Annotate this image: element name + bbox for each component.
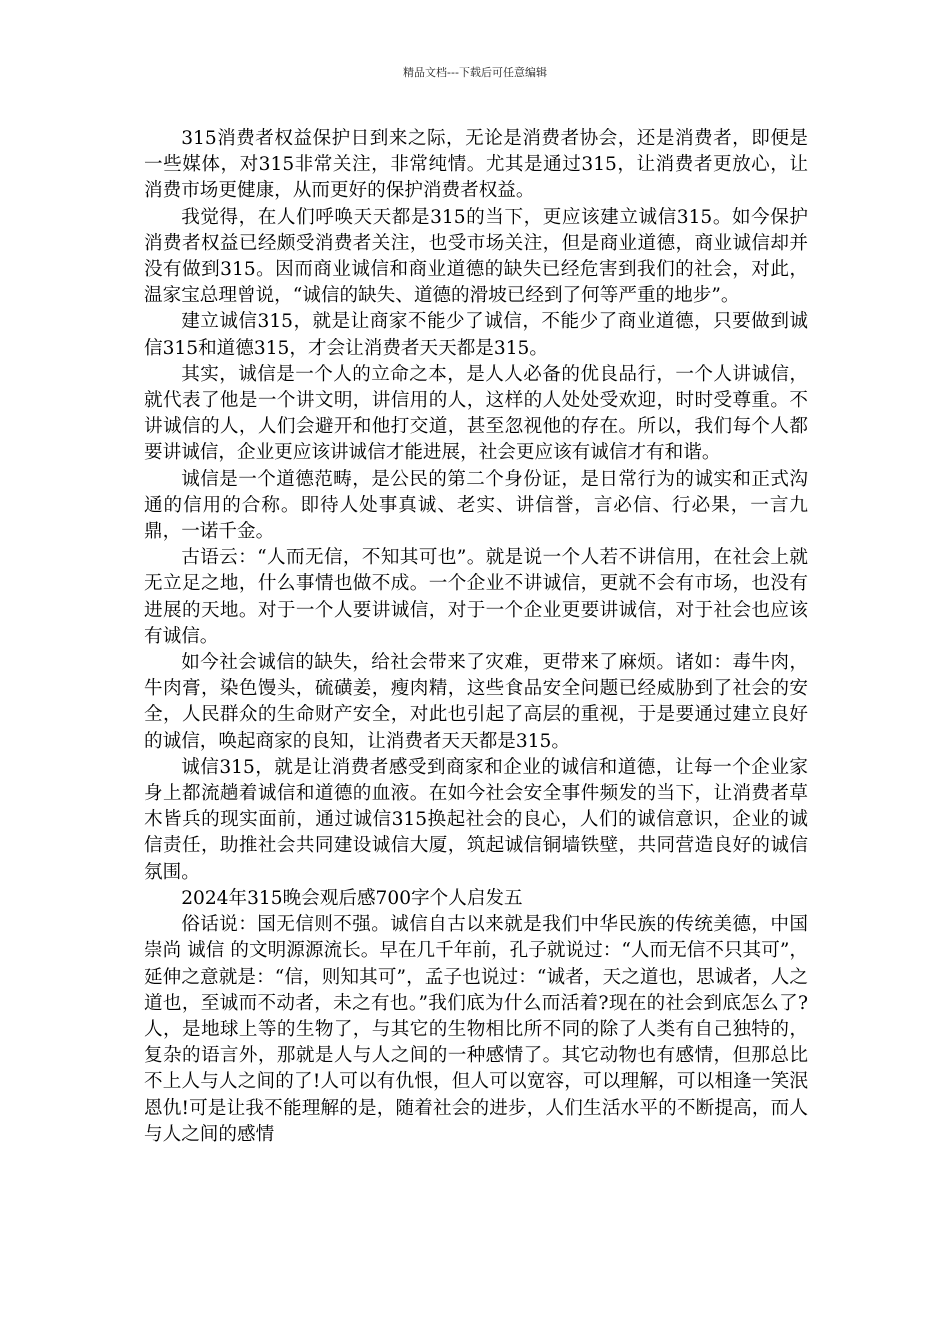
paragraph: 俗话说：国无信则不强。诚信自古以来就是我们中华民族的传统美德，中国崇尚 诚信 的文明源源流长。早在几千年前，孔子就说过：“人而无信不只其可”，延伸之意就是：“信，则知其可”，孟子也说过：“诚者，天之道也，思诚者，人之道也，至诚而不动者，未之有也。”我们底为什么而活着?现在的社会到底怎么了?人，是地球上等的生物了，与其它的生物相比所不同的除了人类有自己独特的，复杂的语言外，那就是人与人之间的一种感情了。其它动物也有感情，但那总比不上人与人之间的了!人可以有仇恨，但人可以宽容，可以理解，可以相逢一笑泯恩仇!可是让我不能理解的是，随着社会的进步，人们生活水平的不断提高，而人与人之间的感情 (144, 914, 808, 1145)
paragraph: 如今社会诚信的缺失，给社会带来了灾难，更带来了麻烦。诸如：毒牛肉，牛肉膏，染色馒头，硫磺姜，瘦肉精，这些食品安全问题已经威胁到了社会的安全，人民群众的生命财产安全，对此也引起了高层的重视，于是要通过建立良好的诚信，唤起商家的良知，让消费者天天都是315。 (144, 652, 808, 752)
paragraph: 我觉得，在人们呼唤天天都是315的当下，更应该建立诚信315。如今保护消费者权益已经颇受消费者关注，也受市场关注，但是商业道德，商业诚信却并没有做到315。因而商业诚信和商业道德的缺失已经危害到我们的社会，对此，温家宝总理曾说，“诚信的缺失、道德的滑坡已经到了何等严重的地步”。 (144, 206, 808, 307)
paragraph: 诚信315，就是让消费者感受到商家和企业的诚信和道德，让每一个企业家身上都流趟着诚信和道德的血液。在如今社会安全事件频发的当下，让消费者草木皆兵的现实面前，通过诚信315换起社会的良心，人们的诚信意识，企业的诚信责任，助推社会共同建设诚信大厦，筑起诚信铜墙铁壁，共同营造良好的诚信氛围。 (144, 756, 808, 883)
section-title: 2024年315晚会观后感700字个人启发五 (181, 887, 523, 909)
paragraph: 诚信是一个道德范畴，是公民的第二个身份证，是日常行为的诚实和正式沟通的信用的合称。即待人处事真诚、老实、讲信誉，言必信、行必果，一言九鼎，一诺千金。 (144, 468, 808, 543)
page-header: 精品文档---下载后可任意编辑 (403, 66, 547, 79)
paragraph: 建立诚信315，就是让商家不能少了诚信，不能少了商业道德，只要做到诚信315和道德315，才会让消费者天天都是315。 (144, 311, 808, 359)
paragraph: 315消费者权益保护日到来之际，无论是消费者协会，还是消费者，即便是一些媒体，对315非常关注，非常纯情。尤其是通过315，让消费者更放心，让消费市场更健康，从而更好的保护消费者权益。 (144, 128, 808, 202)
document-body (144, 126, 808, 1148)
paragraph: 古语云：“人而无信，不知其可也”。就是说一个人若不讲信用，在社会上就无立足之地，什么事情也做不成。一个企业不讲诚信，更就不会有市场，也没有进展的天地。对于一个人要讲诚信，对于一个企业更要讲诚信，对于社会也应该有诚信。 (144, 547, 808, 647)
paragraph: 其实，诚信是一个人的立命之本，是人人必备的优良品行，一个人讲诚信，就代表了他是一个讲文明，讲信用的人，这样的人处处受欢迎，时时受尊重。不讲诚信的人，人们会避开和他打交道，甚至忽视他的存在。所以，我们每个人都要讲诚信，企业更应该讲诚信才能进展，社会更应该有诚信才有和谐。 (144, 363, 808, 464)
